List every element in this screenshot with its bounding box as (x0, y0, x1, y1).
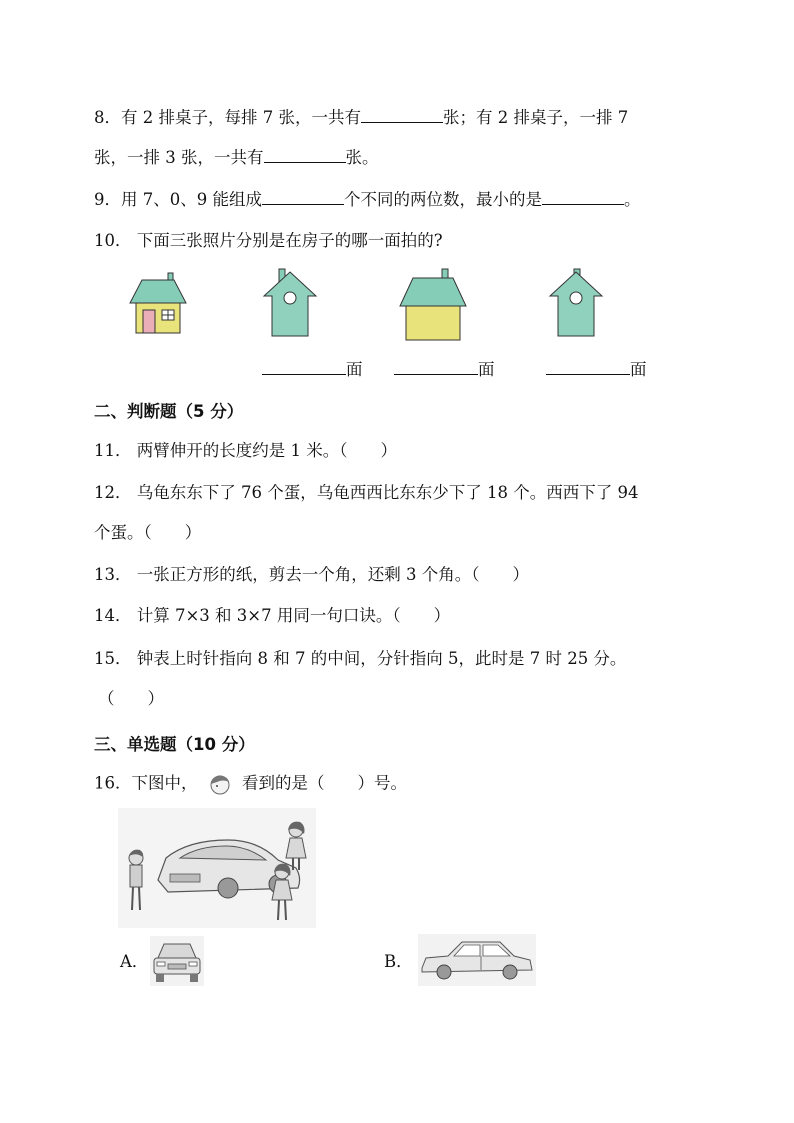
q8-text-2: 张；有 2 排桌子，一排 7 (442, 108, 629, 127)
option-b-label[interactable]: B． (384, 952, 413, 971)
q10-answer-blank-2[interactable] (394, 359, 478, 375)
question-11: 11． 两臂伸开的长度约是 1 米。（ ） (94, 441, 397, 460)
question-12-line-2: 个蛋。（ ） (94, 523, 202, 542)
section-2-title: 二、判断题（5 分） (94, 402, 244, 421)
question-16 (94, 773, 407, 795)
option-a-label[interactable]: A． (120, 952, 149, 971)
q8-text-1: 8．有 2 排桌子，每排 7 张，一共有 (94, 108, 361, 127)
q10-suffix-1: 面 (346, 360, 363, 379)
house-side-photo-1 (262, 268, 318, 338)
house-side-photo-2 (548, 268, 604, 338)
q8-text-4: 张。 (345, 148, 379, 167)
question-8-line-1 (94, 107, 628, 128)
q8-answer-blank-1[interactable] (361, 107, 443, 123)
q10-answer-blank-1[interactable] (262, 359, 346, 375)
child-head-icon (207, 773, 233, 795)
question-15-line-1: 15． 钟表上时针指向 8 和 7 的中间，分针指向 5，此时是 7 时 25 分。 (94, 649, 627, 668)
section-3-title: 三、单选题（10 分） (94, 735, 255, 754)
q8-text-3: 张，一排 3 张，一共有 (94, 148, 264, 167)
house-front-photo (128, 270, 188, 336)
q10-suffix-3: 面 (630, 360, 647, 379)
q10-answer-3 (546, 356, 647, 380)
option-a-car-front-image[interactable] (150, 936, 204, 986)
question-13: 13． 一张正方形的纸，剪去一个角，还剩 3 个角。（ ） (94, 565, 529, 584)
question-14: 14． 计算 7×3 和 3×7 用同一句口诀。（ ） (94, 606, 451, 625)
q9-text-1: 9．用 7、0、9 能组成 (94, 190, 262, 209)
q8-answer-blank-2[interactable] (264, 147, 346, 163)
house-back-photo (398, 268, 468, 342)
q9-text-2: 个不同的两位数，最小的是 (343, 190, 542, 209)
question-15-line-2: （ ） (98, 689, 164, 708)
question-10: 10． 下面三张照片分别是在房子的哪一面拍的? (94, 231, 443, 250)
q9-text-3: 。 (623, 190, 641, 209)
option-b-car-side-image[interactable] (418, 934, 536, 986)
question-9 (94, 189, 640, 210)
q10-answer-2 (394, 356, 495, 380)
q16-text-1: 16．下图中， (94, 773, 198, 793)
q16-text-2: 看到的是（ ）号。 (242, 773, 407, 793)
q10-answer-blank-3[interactable] (546, 359, 630, 375)
question-12-line-1: 12． 乌龟东东下了 76 个蛋，乌龟西西比东东少下了 18 个。西西下了 94 (94, 483, 639, 502)
q9-answer-blank-1[interactable] (262, 189, 344, 205)
q10-suffix-2: 面 (478, 360, 495, 379)
car-and-children-scene (118, 808, 316, 928)
q10-answer-1 (262, 356, 363, 380)
question-8-line-2 (94, 147, 379, 168)
q9-answer-blank-2[interactable] (542, 189, 624, 205)
